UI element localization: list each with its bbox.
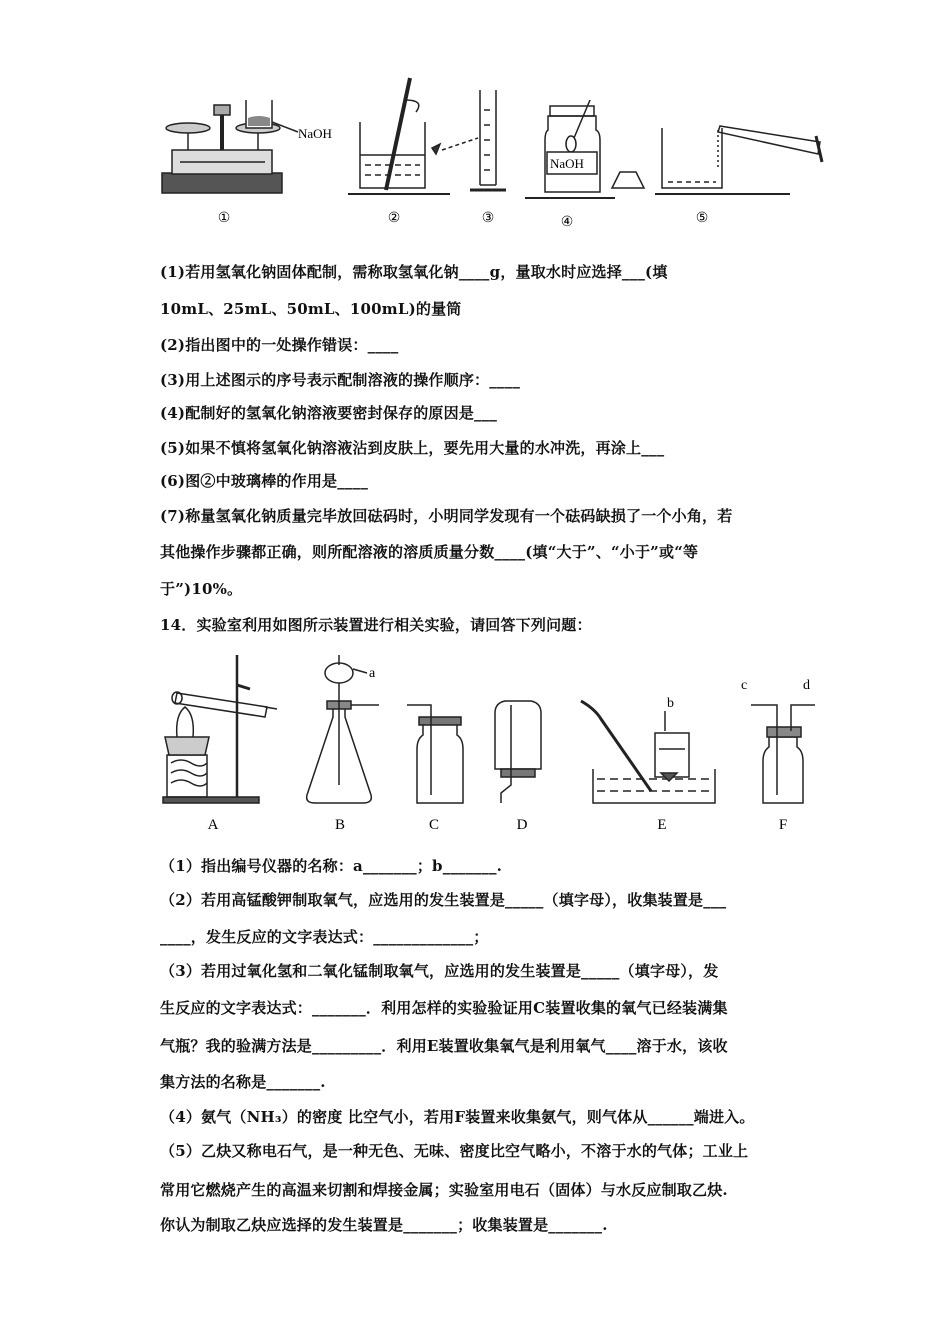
q13-line-6: (5)如果不慎将氢氧化钠溶液沾到皮肤上，要先用大量的水冲洗，再涂上___ xyxy=(160,439,665,457)
graduated-cylinder-diagram xyxy=(432,90,506,190)
q13-line-10: 于”)10%。 xyxy=(160,580,243,598)
q14-line-8: （4）氨气（NH₃）的密度 比空气小，若用F装置来收集氨气，则气体从______端进入。 xyxy=(160,1108,755,1126)
apparatus-label-d: D xyxy=(516,817,528,833)
apparatus-label-e: E xyxy=(657,817,667,833)
figure-label-3: ③ xyxy=(481,211,495,226)
q13-line-8: (7)称量氢氧化钠质量完毕放回砝码时，小明同学发现有一个砝码缺损了一个小角，若 xyxy=(160,507,733,525)
q14-line-10: 常用它燃烧产生的高温来切割和焊接金属；实验室用电石（固体）与水反应制取乙炔. xyxy=(160,1181,728,1199)
figure-label-2: ② xyxy=(387,211,401,226)
q14-line-7: 集方法的名称是_______. xyxy=(160,1073,326,1091)
q14-line-6: 气瓶？我的验满方法是_________．利用E装置收集氧气是利用氧气____溶于水，该收 xyxy=(160,1037,728,1055)
reagent-bottle-diagram xyxy=(525,100,644,198)
q14-line-11: 你认为制取乙炔应选择的发生装置是_______；收集装置是_______. xyxy=(160,1216,608,1234)
apparatus-c xyxy=(407,705,463,803)
mark-a: a xyxy=(369,666,376,681)
pouring-diagram xyxy=(655,126,822,194)
apparatus-label-f: F xyxy=(778,817,788,833)
mark-b: b xyxy=(667,696,674,711)
q13-line-4: (3)用上述图示的序号表示配制溶液的操作顺序：____ xyxy=(160,371,521,389)
mark-d: d xyxy=(803,678,810,693)
q14-line-1: （1）指出编号仪器的名称：a_______；b_______. xyxy=(160,857,503,875)
figure-label-5: ⑤ xyxy=(695,211,709,226)
naoh-label-balance: NaOH xyxy=(298,126,332,141)
q14-line-9: （5）乙炔又称电石气，是一种无色、无味、密度比空气略小，不溶于水的气体；工业上 xyxy=(160,1142,749,1160)
q13-line-3: (2)指出图中的一处操作错误：____ xyxy=(160,336,399,354)
apparatus-label-c: C xyxy=(428,817,440,833)
q14-line-3: ____，发生反应的文字表达式：_____________； xyxy=(160,928,489,946)
q14-title: 14．实验室利用如图所示装置进行相关实验，请回答下列问题： xyxy=(160,616,592,634)
figure-label-1: ① xyxy=(217,211,231,226)
apparatus-label-a: A xyxy=(207,817,219,833)
mark-c: c xyxy=(741,678,748,693)
beaker-stirring-diagram xyxy=(348,78,450,194)
naoh-label-bottle: NaOH xyxy=(550,156,584,171)
q13-line-1: (1)若用氢氧化钠固体配制，需称取氢氧化钠____g，量取水时应选择___(填 xyxy=(160,263,668,281)
q13-line-2: 10mL、25mL、50mL、100mL)的量筒 xyxy=(160,300,462,318)
apparatus-label-b: B xyxy=(334,817,346,833)
apparatus-a xyxy=(163,655,277,803)
q13-line-5: (4)配制好的氢氧化钠溶液要密封保存的原因是___ xyxy=(160,404,498,422)
q13-line-7: (6)图②中玻璃棒的作用是____ xyxy=(160,472,369,490)
figure-apparatus xyxy=(155,645,835,840)
q13-line-9: 其他操作步骤都正确，则所配溶液的溶质质量分数____(填“大于”、“小于”或“等 xyxy=(160,543,699,561)
q14-line-4: （3）若用过氧化氢和二氧化锰制取氧气，应选用的发生装置是_____（填字母），发 xyxy=(160,962,719,980)
q14-line-2: （2）若用高锰酸钾制取氧气，应选用的发生装置是_____（填字母），收集装置是___ xyxy=(160,891,727,909)
apparatus-e xyxy=(581,701,715,803)
q14-line-5: 生反应的文字表达式：_______．利用怎样的实验验证用C装置收集的氧气已经装满集 xyxy=(160,999,728,1017)
apparatus-f xyxy=(751,705,815,803)
apparatus-d xyxy=(495,701,541,803)
figure-solution-preparation xyxy=(150,70,830,240)
balance-diagram xyxy=(162,100,298,193)
figure-label-4: ④ xyxy=(560,215,574,230)
